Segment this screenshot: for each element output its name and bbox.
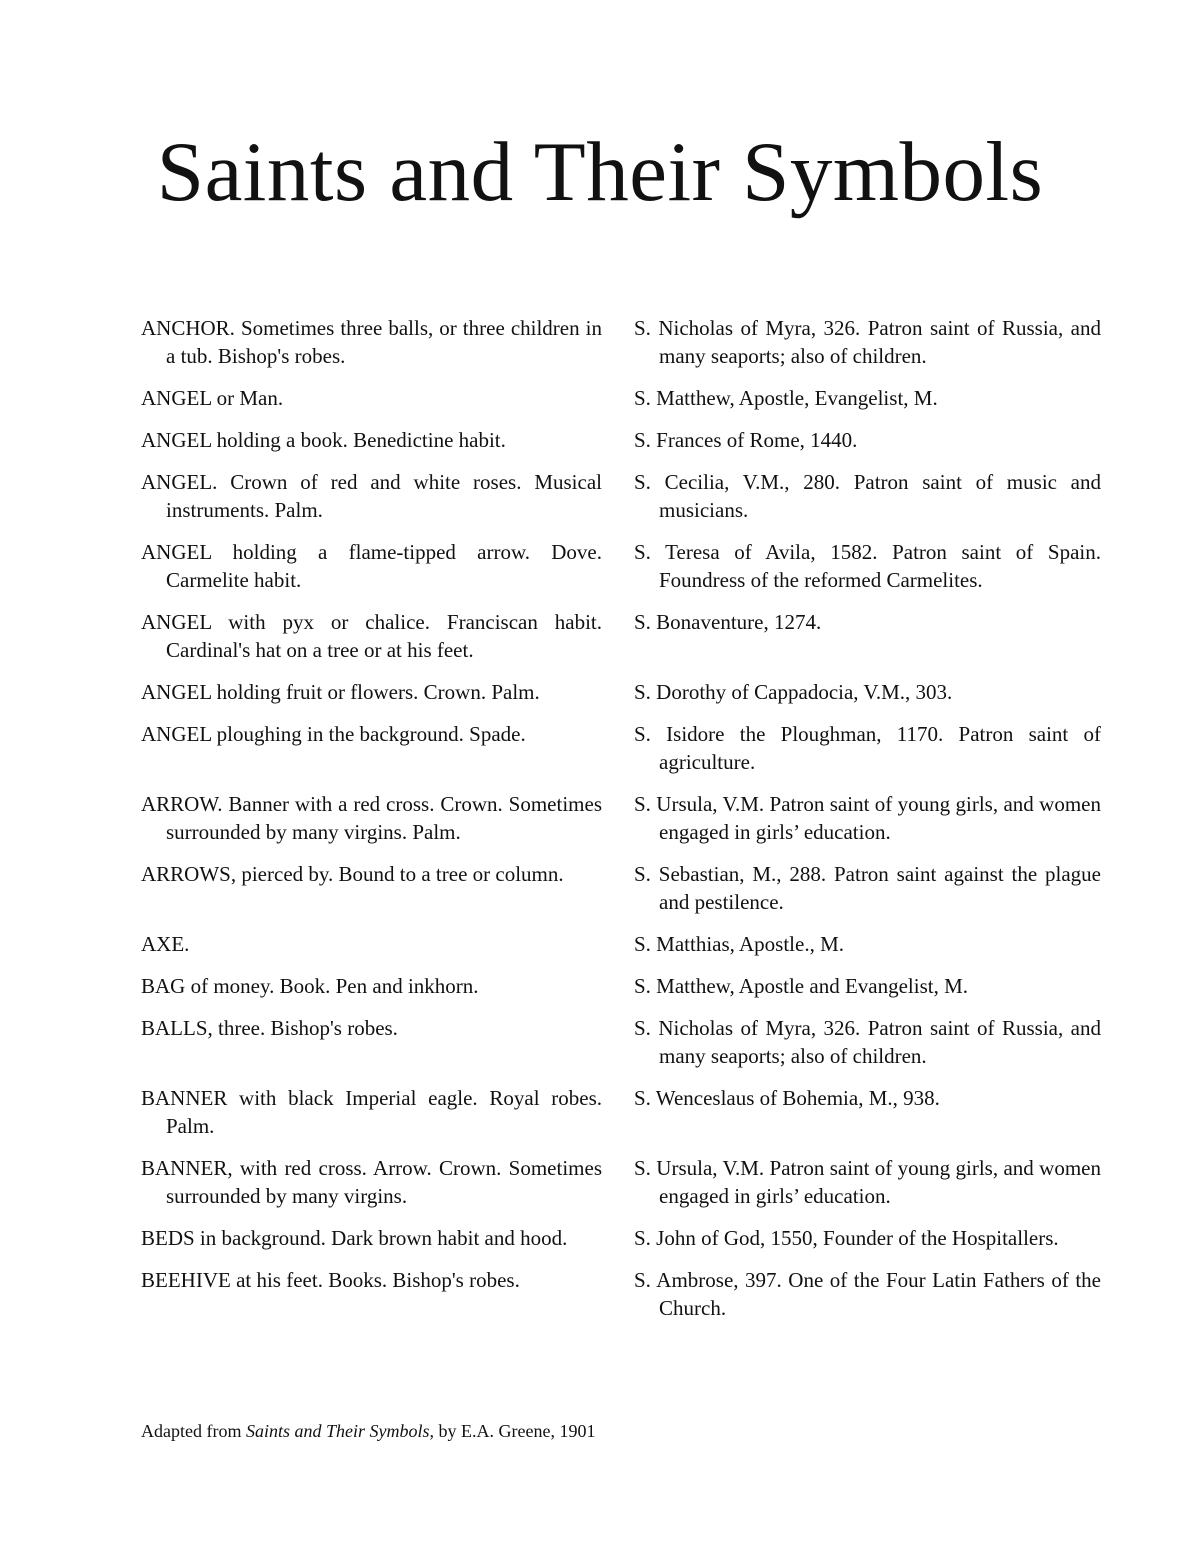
symbol-text: ANGEL or Man. — [141, 386, 284, 410]
symbol-text: BEEHIVE at his feet. Books. Bishop's robes. — [141, 1268, 520, 1292]
entry-row — [141, 1084, 1101, 1140]
saint-text: S. Matthew, Apostle and Evangelist, M. — [634, 974, 969, 998]
source-citation — [141, 1418, 595, 1444]
saint-text: S. Ursula, V.M. Patron saint of young girls, and women engaged in girls’ education. — [634, 1156, 1101, 1208]
entry-row — [141, 930, 1101, 958]
entry-row — [141, 608, 1101, 664]
entry-row — [141, 1224, 1101, 1252]
saint-text: S. Cecilia, V.M., 280. Patron saint of music and musicians. — [634, 470, 1101, 522]
citation-book-title: Saints and Their Symbols, — [245, 1421, 434, 1441]
citation-prefix: Adapted from — [141, 1421, 246, 1441]
saint-text: S. Matthias, Apostle., M. — [634, 932, 845, 956]
symbol-text: ANGEL holding a book. Benedictine habit. — [141, 428, 506, 452]
entry-row — [141, 426, 1101, 454]
symbol-text: ANGEL with pyx or chalice. Franciscan habit. Cardinal's hat on a tree or at his feet. — [141, 610, 602, 662]
entry-row — [141, 1266, 1101, 1322]
symbol-text: ANCHOR. Sometimes three balls, or three children in a tub. Bishop's robes. — [141, 316, 602, 368]
saint-text: S. Nicholas of Myra, 326. Patron saint of Russia, and many seaports; also of children. — [634, 316, 1101, 368]
symbol-text: BANNER, with red cross. Arrow. Crown. Sometimes surrounded by many virgins. — [141, 1156, 602, 1208]
saint-text: S. Teresa of Avila, 1582. Patron saint of Spain. Foundress of the reformed Carmelites. — [634, 540, 1101, 592]
symbol-text: BAG of money. Book. Pen and inkhorn. — [141, 974, 479, 998]
symbol-text: ANGEL holding fruit or flowers. Crown. Palm. — [141, 680, 540, 704]
symbol-text: ARROWS, pierced by. Bound to a tree or column. — [141, 862, 564, 886]
entry-row — [141, 790, 1101, 846]
saint-text: S. Ursula, V.M. Patron saint of young girls, and women engaged in girls’ education. — [634, 792, 1101, 844]
entries-list — [141, 314, 1101, 1336]
saint-text: S. Sebastian, M., 288. Patron saint against the plague and pestilence. — [634, 862, 1101, 914]
symbol-text: ANGEL ploughing in the background. Spade. — [141, 722, 526, 746]
entry-row — [141, 1014, 1101, 1070]
symbol-text: BALLS, three. Bishop's robes. — [141, 1016, 398, 1040]
saint-text: S. Dorothy of Cappadocia, V.M., 303. — [634, 680, 953, 704]
page-title: Saints and Their Symbols — [156, 125, 1044, 219]
entry-row — [141, 1154, 1101, 1210]
citation-suffix: by E.A. Greene, 1901 — [433, 1421, 596, 1441]
saint-text: S. Frances of Rome, 1440. — [634, 428, 858, 452]
entry-row — [141, 678, 1101, 706]
entry-row — [141, 860, 1101, 916]
saint-text: S. Isidore the Ploughman, 1170. Patron saint of agriculture. — [634, 722, 1101, 774]
entry-row — [141, 538, 1101, 594]
entry-row — [141, 314, 1101, 370]
entry-row — [141, 720, 1101, 776]
entry-row — [141, 384, 1101, 412]
saint-text: S. Nicholas of Myra, 326. Patron saint of Russia, and many seaports; also of children. — [634, 1016, 1101, 1068]
saint-text: S. Matthew, Apostle, Evangelist, M. — [634, 386, 938, 410]
symbol-text: BANNER with black Imperial eagle. Royal robes. Palm. — [141, 1086, 602, 1138]
saint-text: S. Ambrose, 397. One of the Four Latin Fathers of the Church. — [634, 1268, 1101, 1320]
symbol-text: BEDS in background. Dark brown habit and hood. — [141, 1226, 568, 1250]
saint-text: S. Wenceslaus of Bohemia, M., 938. — [634, 1086, 940, 1110]
symbol-text: ANGEL. Crown of red and white roses. Musical instruments. Palm. — [141, 470, 602, 522]
symbol-text: AXE. — [141, 932, 190, 956]
saint-text: S. Bonaventure, 1274. — [634, 610, 822, 634]
symbol-text: ARROW. Banner with a red cross. Crown. Sometimes surrounded by many virgins. Palm. — [141, 792, 602, 844]
saint-text: S. John of God, 1550, Founder of the Hospitallers. — [634, 1226, 1059, 1250]
entry-row — [141, 468, 1101, 524]
symbol-text: ANGEL holding a flame-tipped arrow. Dove. Carmelite habit. — [141, 540, 602, 592]
entry-row — [141, 972, 1101, 1000]
